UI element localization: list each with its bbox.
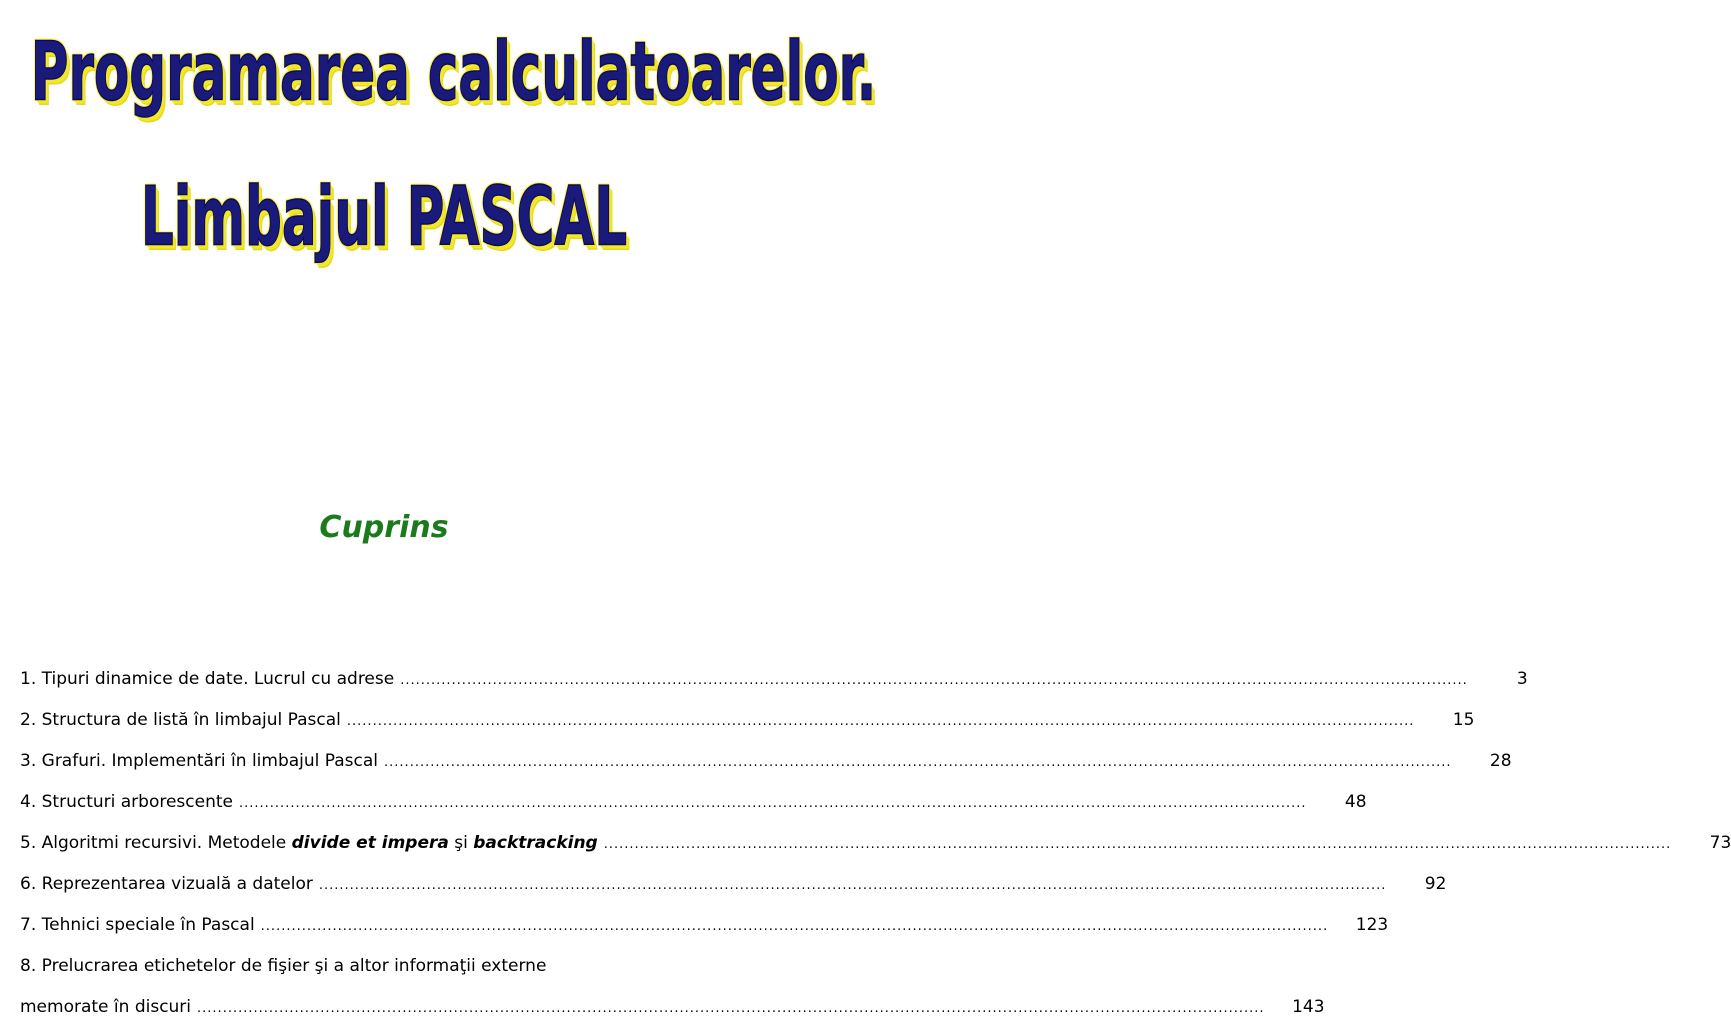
- toc-entry-text: 4. Structuri arborescente: [20, 792, 233, 812]
- dot-leader: [384, 748, 1452, 778]
- toc-entry[interactable]: [20, 705, 1475, 746]
- dot-leader: [400, 666, 1468, 696]
- toc-entry-text: 5. Algoritmi recursivi. Metodele divide et impera şi backtracking: [20, 833, 598, 853]
- toc-entry-text: 1. Tipuri dinamice de date. Lucrul cu adrese: [20, 669, 395, 689]
- toc-entry[interactable]: [20, 828, 1731, 869]
- toc-page-number: 3: [1516, 669, 1528, 689]
- toc-entry[interactable]: [20, 787, 1367, 828]
- toc-page-number: 143: [1292, 997, 1325, 1017]
- toc-page-number: 92: [1424, 874, 1447, 894]
- toc-entry-text: 2. Structura de listă în limbajul Pascal: [20, 710, 341, 730]
- toc-page-number: 123: [1355, 915, 1389, 935]
- dot-leader: [261, 912, 1329, 942]
- dot-leader: [197, 994, 1265, 1024]
- dot-leader: [347, 707, 1415, 737]
- toc-entry-text: 3. Grafuri. Implementări în limbajul Pascal: [20, 751, 379, 771]
- toc-page-number: 28: [1489, 751, 1512, 771]
- toc-entry[interactable]: [20, 664, 1528, 705]
- title-line-1: Programarea calculatoarelor.: [30, 25, 877, 120]
- toc-entry-text: 7. Tehnici speciale în Pascal: [20, 915, 255, 935]
- title-line-2: Limbajul PASCAL: [140, 170, 628, 265]
- toc-entry-text: 8. Prelucrarea etichetelor de fişier şi a altor informaţii externe: [20, 956, 547, 976]
- dot-leader: [239, 789, 1307, 819]
- toc-page-number: 73: [1709, 833, 1731, 853]
- emphasized-term: backtracking: [473, 833, 598, 853]
- toc-entry-text-continued: memorate în discuri: [20, 997, 192, 1017]
- toc-entry[interactable]: [20, 951, 1325, 1033]
- emphasized-term: divide et impera: [291, 833, 449, 853]
- toc-page-number: 48: [1344, 792, 1367, 812]
- toc-entry[interactable]: [20, 910, 1389, 951]
- dot-leader: [319, 871, 1387, 901]
- toc-entry[interactable]: [20, 869, 1447, 910]
- table-of-contents: [20, 664, 1731, 1033]
- toc-heading: Cuprins: [319, 510, 449, 545]
- toc-entry[interactable]: [20, 746, 1512, 787]
- dot-leader: [604, 830, 1672, 860]
- toc-page-number: 15: [1452, 710, 1475, 730]
- toc-entry-text: 6. Reprezentarea vizuală a datelor: [20, 874, 313, 894]
